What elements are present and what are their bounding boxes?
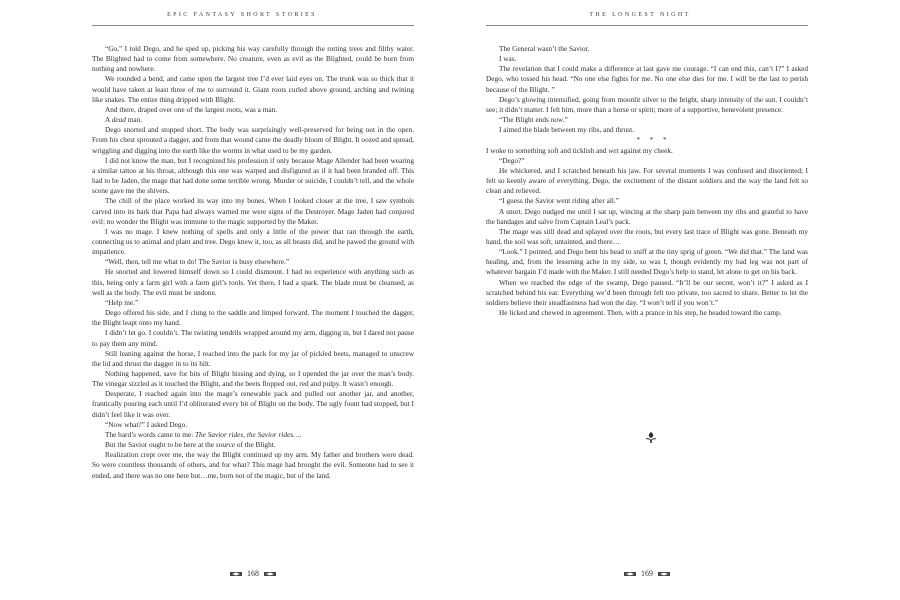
paragraph: “I guess the Savior went riding after all.” [499,196,619,206]
page-number [486,569,808,578]
text-run: A [105,115,112,125]
text-run: .” [562,115,568,125]
paragraph: I was no mage. I knew nothing of spells and only a little of the power that ran through the earth, connecting us to animal and plant and tree. Dego knew it, too, as all beasts did, and he pawed the ground with impatience. [92,226,414,257]
paragraph: Dego’s glowing intensified, going from moonlit silver to the bright, sharp intensity of the sun. I couldn’t see; it didn’t matter. I felt him, more than a horse or spirit; more of a supportive, benevolent presence. [486,94,808,114]
paragraph: I did not know the man, but I recognized his profession if only because Mage Allender had been wearing a similar tattoo at his throat, although this one was warped and disfigured as if it had been branded off. This had to be Jaden, the mage that had done some terrible wrong. Murder or suicide, I couldn’t tell, and the whole scene gave me the shivers. [92,155,414,196]
paragraph: He whickered, and I scratched beneath his jaw. For several moments I was confused and disoriented; I felt so keenly aware of everything, Dego, the excitement of the distant soldiers and the way the land felt so clean and relieved. [486,165,808,196]
paragraph: “Help me.” [105,297,139,307]
decorative-bracket-icon [658,571,670,577]
text-run: But the Savior ought to be here at the [105,440,216,450]
emphasis: source [215,440,236,450]
paragraph: “Well, then, tell me what to do! The Savior is busy elsewhere.” [105,257,290,267]
paragraph: Nothing happened, save for bits of Blight hissing and dying, so I upended the jar over the man’s body. The vinegar sizzled as it touched the Blight, and the beets flopped out, red and pulpy. It wasn’t enough. [92,369,414,389]
paragraph: “Dego?” [499,155,525,165]
running-head: EPIC FANTASY SHORT STORIES [167,12,317,18]
body-text [486,44,808,318]
paragraph: He licked and chewed in agreement. Then, with a prance in his step, he headed toward the camp. [499,308,782,318]
paragraph: “Go,” I told Dego, and he sped up, picking his way carefully through the rotting trees and filthy water. The Blighted had to come from somewhere. No creature, even as evil as the Blighted, could be born from nothing and nowhere. [92,44,414,74]
paragraph: The mage was still dead and splayed over the roots, but every last trace of Blight was gone. Beneath my hand, the soil was soft, untainted, and there… [486,226,808,246]
emphasis: dead [111,115,126,125]
page-number [92,569,414,578]
decorative-bracket-icon [624,571,636,577]
decorative-bracket-icon [264,571,276,577]
paragraph: The revelation that I could make a difference at last gave me courage. “I can end this, can’t I?” I asked Dego, who tossed his head. “No one else fights for me. No one else dies for me. I will be the last to perish because of the Blight. ” [486,64,808,94]
decorative-bracket-icon [230,571,242,577]
text-run: of the Blight. [235,440,276,450]
paragraph: He snorted and lowered himself down so I could dismount. I had no experience with anything such as this, being only a farm girl with a farm girl’s tools. Yet there, I had a spark. The blade must be cleansed, as well as the body. The evil must be undone. [92,267,414,297]
paragraph: Still leaning against the horse, I reached into the pack for my jar of pickled beets, managed to unscrew the lid and thrust the dagger in to its hilt. [92,348,414,368]
text-run: The bard’s words came to me: [105,429,195,439]
paragraph: I was. [499,54,517,64]
scene-break: * * * [636,136,671,145]
paragraph: Desperate, I reached again into the mage’s renewable pack and pulled out another jar, and another, frantically pouring each until I’d obliterated every bit of Blight on the body. The ugly fount had stopped, but I didn’t feel like it was over. [92,389,414,419]
right-page [450,0,900,600]
emphasis: now [550,115,563,125]
header-rule [92,25,414,26]
paragraph [92,440,414,450]
emphasis: wet [608,145,619,155]
body-text [92,44,414,481]
running-head: THE LONGEST NIGHT [589,12,691,18]
text-run: man. [125,115,143,125]
paragraph: The chill of the place worked its way into my bones. When I looked closer at the tree, I saw symbols carved into its bark that Papa had always warned me were signs of the Destroyer. Mage Jaden had conjured evil; no wonder the Blight was immune to the magic supported by the Maker. [92,196,414,226]
text-run: I woke to something soft and ticklish and [486,145,609,155]
paragraph [486,115,808,125]
paragraph: When we reached the edge of the swamp, Dego paused. “It’ll be our secret, won’t it?” I asked as I scratched behind his ear. Everything we’d been through felt too private, too sacred to share. Better to let the soldiers believe their steadfastness had won the day. “I won’t tell if you won’t.” [486,277,808,307]
page-number-value: 168 [247,569,259,578]
text-run: against my cheek. [618,145,673,155]
paragraph: A snort. Dego nudged me until I sat up, wincing at the sharp pain between my ribs and grateful to have the bandages and salve from Captain Leal’s pack. [486,206,808,226]
paragraph: “Look.” I pointed, and Dego bent his head to sniff at the tiny sprig of green. “We did that.” The land was healing, and, from the lessening ache in my side, so was I, though evidently my bad leg was not part of whatever bargain I’d made with the Maker. I still needed Dego’s help to stand, let alone to get on his back. [486,247,808,277]
paragraph: Dego snorted and stopped short. The body was surprisingly well-preserved for being out in the open. From his chest sprouted a dagger, and from that wound came the deadly bloom of Blight. It oozed and spread, wriggling and digging into the earth like the worms in what used to be my garden. [92,125,414,155]
paragraph: The General wasn’t the Savior. [499,44,590,53]
paragraph: “Now what?” I asked Dego. [105,419,188,429]
emphasis: The Savior rides, the Savior rides…. [194,429,302,439]
paragraph: Realization crept over me, the way the Blight continued up my arm. My father and brothers were dead. So were countless thousands of others, and for what? This mage had brought the evil. Someone had to see it ended, and there was no one here but…me, born not of the magic, but of the land. [92,450,414,480]
paragraph: Dego offered his side, and I clung to the saddle and limped forward. The moment I touched the dagger, the Blight leapt onto my hand. [92,308,414,328]
paragraph [92,115,414,125]
page-number-value: 169 [641,569,653,578]
fleuron-icon [644,430,658,444]
text-run: “The Blight ends [499,115,551,125]
paragraph: I didn’t let go. I couldn’t. The twisting tendrils wrapped around my arm, digging in, but I dared not pause to pay them any mind. [92,328,414,348]
paragraph: I aimed the blade between my ribs, and thrust. [499,125,634,135]
header-rule [486,25,808,26]
paragraph: And there, draped over one of the largest roots, was a man. [105,104,278,114]
paragraph [92,430,414,440]
paragraph [486,146,808,156]
paragraph: We rounded a bend, and came upon the largest tree I’d ever laid eyes on. The trunk was so thick that it would have taken at least three of me to surround it. Giant roots curled above ground, arching and twining like snakes. The entire thing dripped with Blight. [92,74,414,104]
